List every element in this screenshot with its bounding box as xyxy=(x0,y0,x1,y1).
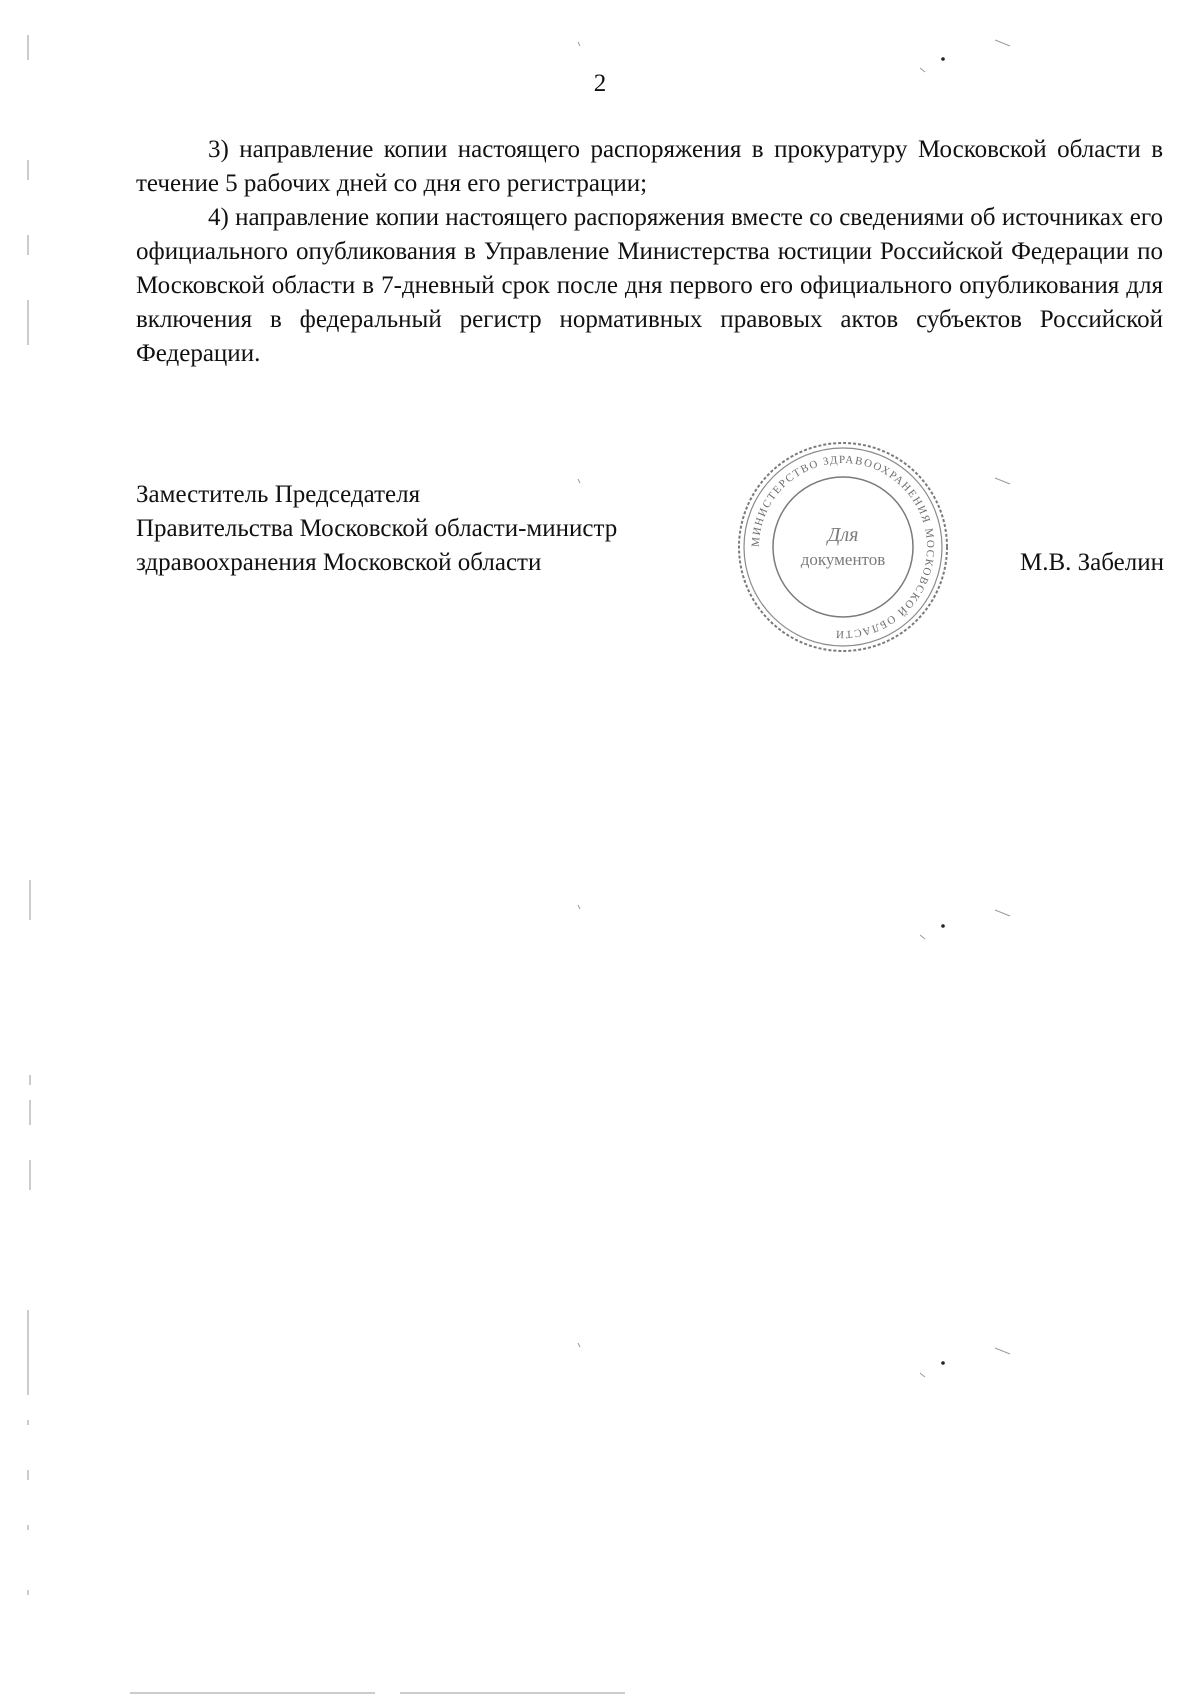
signer-position xyxy=(136,478,617,580)
paragraph-item-4: 4) направление копии настоящего распоряжения вместе со сведениями об источниках его официального опубликования в Управление Министерства юстиции Российской Федерации по Московской области в 7-дневный срок после дня первого его официального опубликования для включения в федеральный регистр нормативных правовых актов субъектов Российской Федерации. xyxy=(136,204,1163,367)
page-number: 2 xyxy=(593,70,607,97)
signer-name: М.В. Забелин xyxy=(1020,549,1164,576)
signer-position-line: Заместитель Председателя xyxy=(136,481,421,508)
stamp-ring-text: МИНИСТЕРСТВО ЗДРАВООХРАНЕНИЯ МОСКОВСКОЙ ОБЛАСТИ xyxy=(749,453,937,641)
signer-position-line: Правительства Московской области-министр xyxy=(136,515,618,542)
body-text xyxy=(136,133,1163,371)
stamp-center-line: документов xyxy=(800,550,886,569)
official-stamp xyxy=(733,437,953,657)
signer-position-line: здравоохранения Московской области xyxy=(136,549,542,576)
paragraph-item-3: 3) направление копии настоящего распоряжения в прокуратуру Московской области в течение 5 рабочих дней со дня его регистрации; xyxy=(136,136,1163,197)
stamp-center-line: Для xyxy=(827,524,859,546)
